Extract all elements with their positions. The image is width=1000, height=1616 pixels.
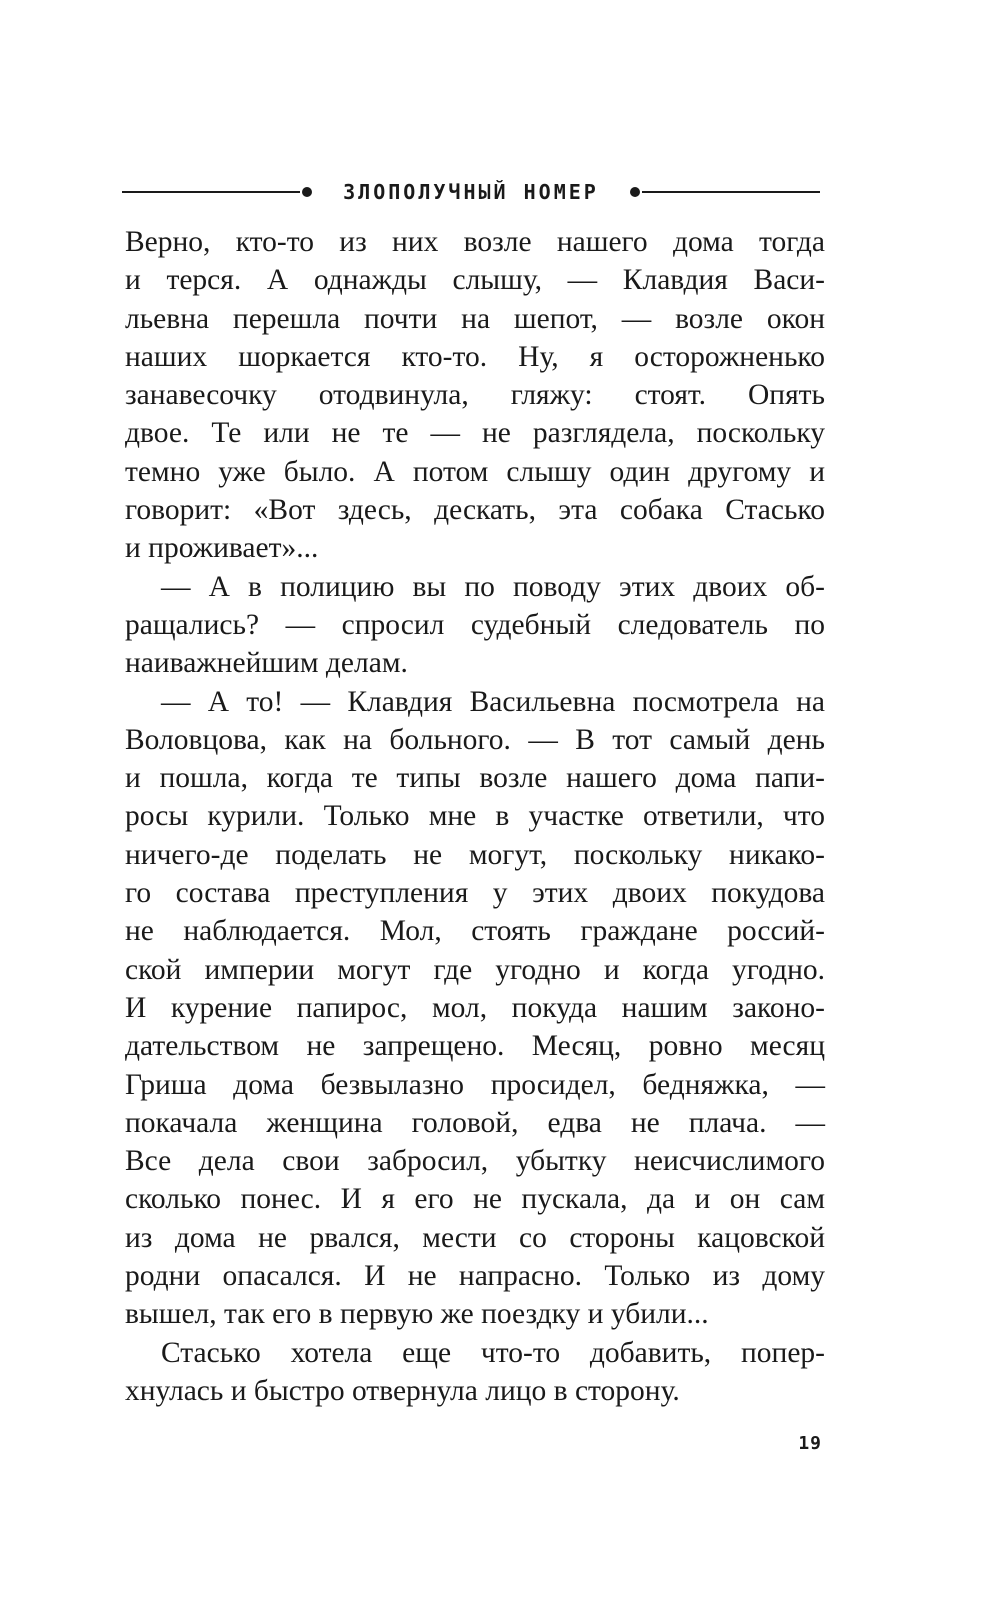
text-line: Все дела свои забросил, убытку неисчислимого xyxy=(125,1145,825,1178)
page-body xyxy=(125,223,825,1410)
text-line: из дома не рвался, мести со стороны кацовской xyxy=(125,1221,825,1254)
text-line: темно уже было. А потом слышу один другому и xyxy=(125,455,825,488)
text-line: занавесочку отодвинула, гляжу: стоят. Опять xyxy=(125,379,825,412)
text-line: двое. Те или не те — не разглядела, поскольку xyxy=(125,417,825,450)
text-line: льевна перешла почти на шепот, — возле окон xyxy=(125,302,825,335)
header-title: ЗЛОПОЛУЧНЫЙ НОМЕР xyxy=(343,180,599,204)
text-line: сколько понес. И я его не пускала, да и он сам xyxy=(125,1183,825,1216)
text-line: и пошла, когда те типы возле нашего дома папи- xyxy=(125,762,825,795)
header-rule-right xyxy=(642,191,820,193)
text-line: — А в полицию вы по поводу этих двоих об- xyxy=(161,570,825,603)
text-line: ничего-де поделать не могут, поскольку никако- xyxy=(125,838,825,871)
text-line: и терся. А однажды слышу, — Клавдия Васи- xyxy=(125,264,825,297)
text-line: Воловцова, как на больного. — В тот самый день xyxy=(125,723,825,756)
text-line: ской империи могут где угодно и когда угодно. xyxy=(125,953,825,986)
text-line: ращались? — спросил судебный следователь по xyxy=(125,608,825,641)
text-line: вышел, так его в первую же поездку и убили... xyxy=(125,1298,709,1331)
header-bullet-left xyxy=(302,187,312,197)
header-rule-left xyxy=(122,191,300,193)
text-line: говорит: «Вот здесь, дескать, эта собака Стасько xyxy=(125,494,825,527)
text-line: покачала женщина головой, едва не плача. — xyxy=(125,1106,825,1139)
text-line: родни опасался. И не напрасно. Только из дому xyxy=(125,1260,825,1293)
text-line: хнулась и быстро отвернула лицо в сторону. xyxy=(125,1374,680,1407)
text-line: Гриша дома безвылазно просидел, бедняжка, — xyxy=(125,1068,825,1101)
text-line: не наблюдается. Мол, стоять граждане россий- xyxy=(125,915,825,948)
header-bullet-right xyxy=(630,187,640,197)
text-line: дательством не запрещено. Месяц, ровно месяц xyxy=(125,1030,825,1063)
text-line: — А то! — Клавдия Васильевна посмотрела на xyxy=(161,685,825,718)
text-line: го состава преступления у этих двоих покудова xyxy=(125,877,825,910)
running-header xyxy=(122,175,820,209)
text-line: И курение папирос, мол, покуда нашим законо- xyxy=(125,991,825,1024)
text-line: Стасько хотела еще что-то добавить, попер- xyxy=(161,1336,825,1369)
text-line: Верно, кто-то из них возле нашего дома тогда xyxy=(125,226,825,258)
text-line: росы курили. Только мне в участке ответили, что xyxy=(125,800,825,833)
text-line: и проживает»... xyxy=(125,532,319,565)
text-line: наиважнейшим делам. xyxy=(125,647,408,680)
text-line: наших шоркается кто-то. Ну, я осторожненько xyxy=(125,340,825,373)
page-number: 19 xyxy=(798,1433,822,1454)
